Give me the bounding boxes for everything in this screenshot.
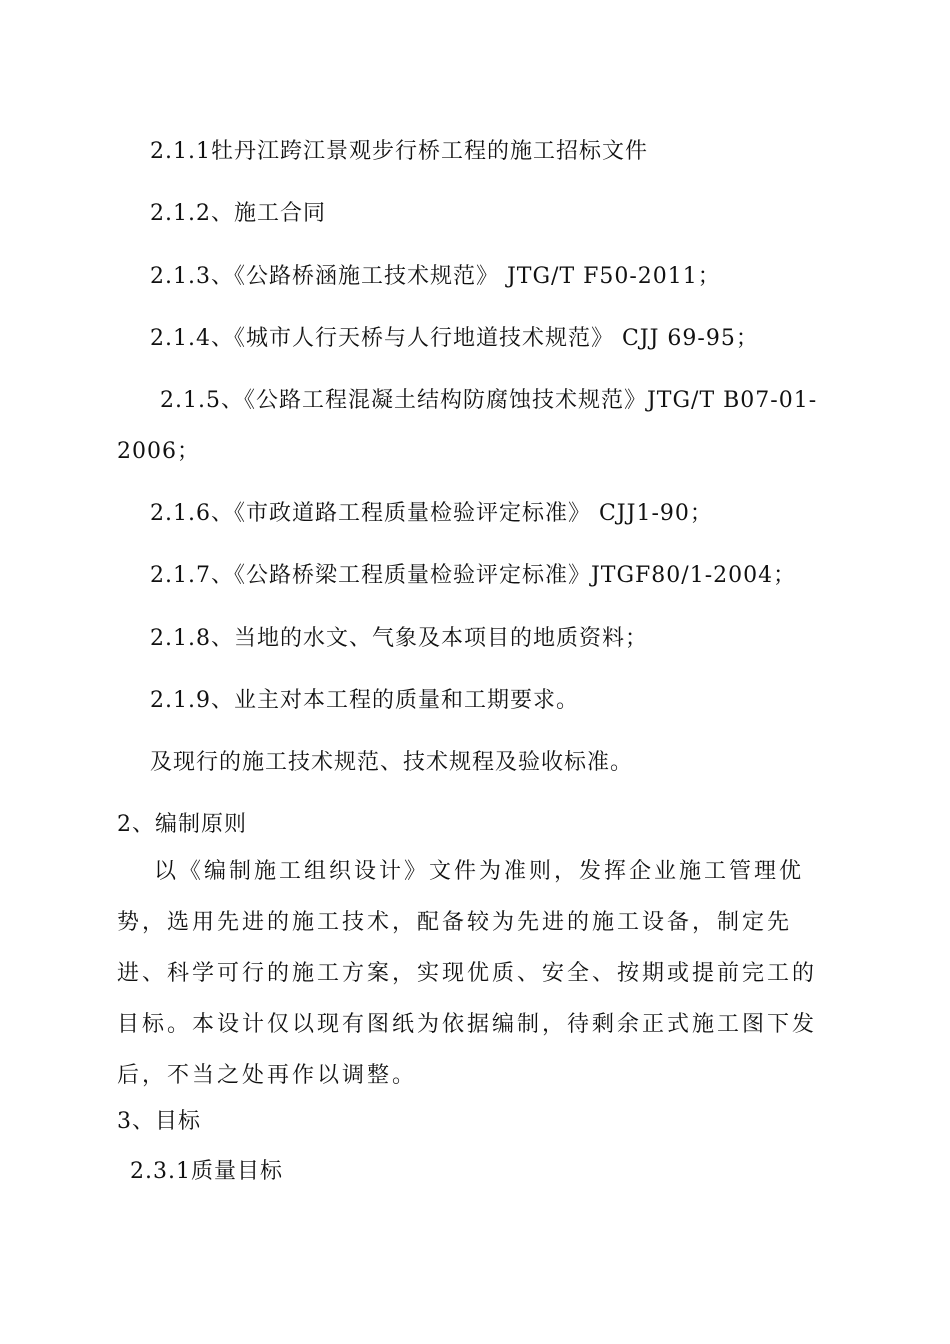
list-item-continuation: 2006； — [117, 439, 200, 464]
list-item: 2.1.5、《公路工程混凝土结构防腐蚀技术规范》JTG/T B07-01- — [160, 388, 818, 413]
list-item: 2.1.2、施工合同 — [150, 201, 326, 226]
list-item: 2.1.7、《公路桥梁工程质量检验评定标准》JTGF80/1-2004； — [150, 563, 797, 588]
section-heading: 2、编制原则 — [117, 812, 247, 837]
subsection-heading: 2.3.1质量目标 — [130, 1159, 283, 1184]
list-item: 2.1.1牡丹江跨江景观步行桥工程的施工招标文件 — [150, 139, 648, 164]
list-item: 2.1.4、《城市人行天桥与人行地道技术规范》 CJJ 69-95； — [150, 326, 759, 351]
list-item: 2.1.6、《市政道路工程质量检验评定标准》 CJJ1-90； — [150, 501, 713, 526]
list-item: 2.1.3、《公路桥涵施工技术规范》 JTG/T F50-2011； — [150, 264, 721, 289]
section-body-text: 以《编制施工组织设计》文件为准则，发挥企业施工管理优势，选用先进的施工技术，配备较为先进的施工设备，制定先进、科学可行的施工方案，实现优质、安全、按期或提前完工的目标。本设计仅以现有图纸为依据编制，待剩余正式施工图下发后，不当之处再作以调整。 — [117, 859, 818, 1088]
list-item: 2.1.9、业主对本工程的质量和工期要求。 — [150, 688, 579, 713]
list-item: 2.1.8、当地的水文、气象及本项目的地质资料； — [150, 626, 648, 651]
section-body — [117, 846, 837, 1101]
section-heading: 3、目标 — [117, 1109, 201, 1134]
paragraph: 及现行的施工技术规范、技术规程及验收标准。 — [150, 750, 634, 775]
